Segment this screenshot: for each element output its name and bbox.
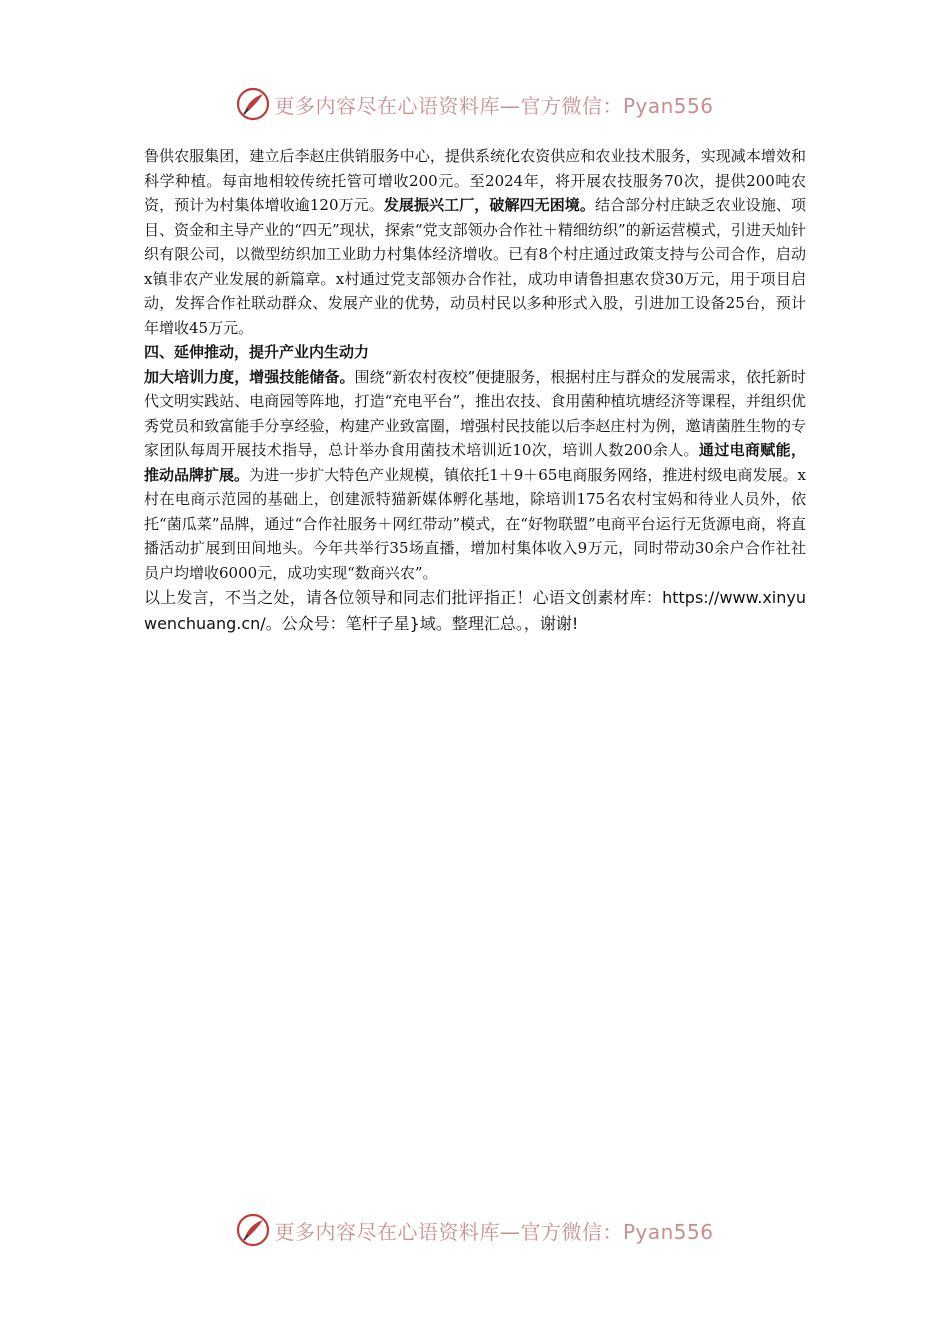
- paragraph-text: 鲁供农服集团，建立后李赵庄供销服务中心，提供系统化农资供应和农业技术服务，实现减本增效和科学种植。每亩地相较传统托管可增收200元。至2024年，将开展农技服务70次，提供200吨农资，预计为村集体增收逾120万元。: [144, 147, 806, 214]
- header-banner: [0, 84, 950, 124]
- paragraph-text: 围绕“新农村夜校”便捷服务，根据村庄与群众的发展需求，依托新时代文明实践站、电商园等阵地，打造“充电平台”，推出农技、食用菌种植坑塘经济等课程，并组织优秀党员和致富能手分享经验，构建产业致富圈，增强村民技能以后李赵庄村为例，邀请菌胜生物的专家团队每周开展技术指导，总计举办食用菌技术培训近10次，培训人数200余人。: [144, 367, 806, 459]
- footer-banner: [0, 1210, 950, 1250]
- paragraph-text: 为进一步扩大特色产业规模，镇依托1＋9＋65电商服务网络，推进村级电商发展。x村在电商示范园的基础上，创建派特猫新媒体孵化基地，除培训175名农村宝妈和待业人员外，依托“菌瓜菜”品牌，通过“合作社服务＋网红带动”模式，在“好物联盟”电商平台运行无货源电商，将直播活动扩展到田间地头。今年共举行35场直播，增加村集体收入9万元，同时带动30余户合作社社员户均增收6000元，成功实现“数商兴农”。: [144, 465, 806, 582]
- bold-lead-factory: 发展振兴工厂，破解四无困境。: [383, 196, 595, 214]
- document-body: [144, 144, 806, 637]
- bold-lead-ecommerce: 通过电商赋能，推动品牌扩展。: [144, 441, 806, 484]
- paragraph-text: 结合部分村庄缺乏农业设施、项目、资金和主导产业的“四无”现状，探索“党支部领办合作社＋精细纺织”的新运营模式，引进天灿针织有限公司，以微型纺织加工业助力村集体经济增收。已有8个村庄通过政策支持与公司合作，启动x镇非农产业发展的新篇章。x村通过党支部领办合作社，成功申请鲁担惠农贷30万元，用于项目启动，发挥合作社联动群众、发展产业的优势，动员村民以多种形式入股，引进加工设备25台，预计年增收45万元。: [144, 196, 806, 337]
- bold-lead-training: 加大培训力度，增强技能储备。: [144, 367, 355, 386]
- paragraph-training-ecommerce: [144, 365, 806, 586]
- paragraph-supply-service: [144, 144, 806, 340]
- banner-text: 更多内容尽在心语资料库—官方微信：Pyan556: [274, 93, 714, 118]
- section-heading-4: 四、延伸推动，提升产业内生动力: [144, 343, 370, 361]
- banner-text: 更多内容尽在心语资料库—官方微信：Pyan556: [274, 1219, 714, 1244]
- pen-logo-icon: [236, 87, 270, 121]
- closing-remarks: 以上发言，不当之处，请各位领导和同志们批评指正！心语文创素材库：https://www.xinyuwenchuang.cn/。公众号：笔杆子星}域。整理汇总。，谢谢!: [144, 588, 806, 633]
- pen-logo-icon: [236, 1213, 270, 1247]
